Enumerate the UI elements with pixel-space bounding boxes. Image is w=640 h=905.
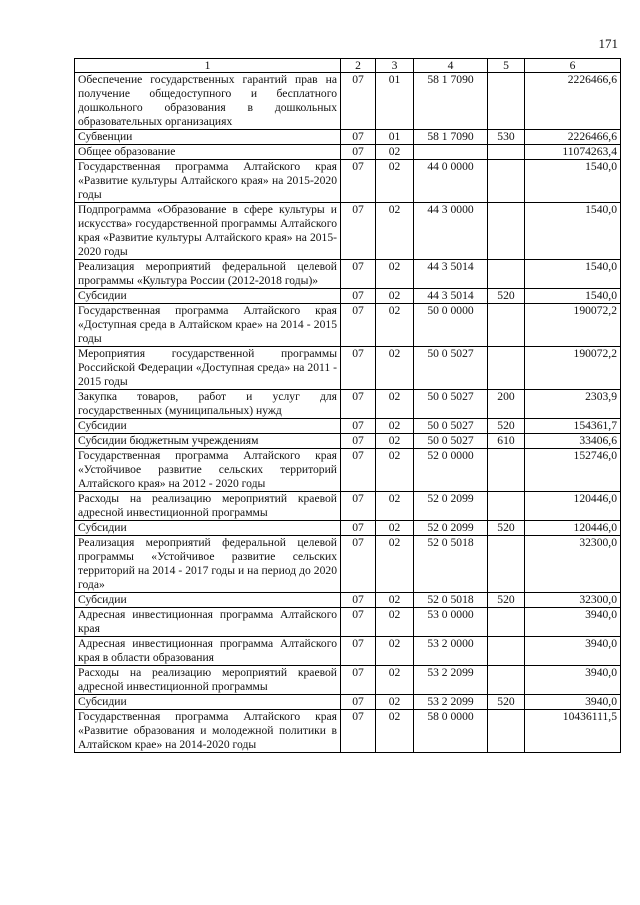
subsection-code-cell: 02 xyxy=(376,666,414,695)
table-row xyxy=(75,145,621,160)
expense-type-cell xyxy=(488,203,525,260)
amount-cell: 2303,9 xyxy=(525,390,621,419)
expense-type-cell xyxy=(488,449,525,492)
header-col-4: 4 xyxy=(414,59,488,73)
expense-name-cell: Реализация мероприятий федеральной целевой программы «Устойчивое развитие сельских территорий на 2014 - 2017 годы и на период до 2020 года» xyxy=(75,536,341,593)
expense-name-cell: Расходы на реализацию мероприятий краевой адресной инвестиционной программы xyxy=(75,492,341,521)
header-col-3: 3 xyxy=(376,59,414,73)
expense-name-cell: Государственная программа Алтайского края «Доступная среда в Алтайском крае» на 2014 - 2015 годы xyxy=(75,304,341,347)
table-row xyxy=(75,304,621,347)
section-code-cell: 07 xyxy=(341,521,376,536)
target-article-cell: 53 0 0000 xyxy=(414,608,488,637)
amount-cell: 3940,0 xyxy=(525,695,621,710)
header-col-2: 2 xyxy=(341,59,376,73)
subsection-code-cell: 02 xyxy=(376,145,414,160)
table-row xyxy=(75,260,621,289)
section-code-cell: 07 xyxy=(341,390,376,419)
subsection-code-cell: 02 xyxy=(376,419,414,434)
section-code-cell: 07 xyxy=(341,666,376,695)
target-article-cell: 52 0 5018 xyxy=(414,593,488,608)
section-code-cell: 07 xyxy=(341,608,376,637)
table-row xyxy=(75,710,621,753)
table-row xyxy=(75,289,621,304)
header-col-5: 5 xyxy=(488,59,525,73)
amount-cell: 3940,0 xyxy=(525,608,621,637)
table-row xyxy=(75,203,621,260)
subsection-code-cell: 02 xyxy=(376,390,414,419)
expense-name-cell: Государственная программа Алтайского края «Развитие культуры Алтайского края» на 2015-2020 годы xyxy=(75,160,341,203)
expense-type-cell xyxy=(488,608,525,637)
expense-type-cell: 530 xyxy=(488,130,525,145)
target-article-cell xyxy=(414,145,488,160)
expense-type-cell: 610 xyxy=(488,434,525,449)
section-code-cell: 07 xyxy=(341,434,376,449)
expense-name-cell: Обеспечение государственных гарантий прав на получение общедоступного и бесплатного дошкольного образования в дошкольных образовательных организациях xyxy=(75,73,341,130)
target-article-cell: 52 0 2099 xyxy=(414,521,488,536)
target-article-cell: 52 0 5018 xyxy=(414,536,488,593)
section-code-cell: 07 xyxy=(341,419,376,434)
table-row xyxy=(75,695,621,710)
expense-type-cell: 520 xyxy=(488,419,525,434)
amount-cell: 190072,2 xyxy=(525,347,621,390)
expense-name-cell: Субвенции xyxy=(75,130,341,145)
target-article-cell: 58 1 7090 xyxy=(414,130,488,145)
subsection-code-cell: 02 xyxy=(376,608,414,637)
section-code-cell: 07 xyxy=(341,130,376,145)
table-row xyxy=(75,390,621,419)
expense-name-cell: Субсидии xyxy=(75,521,341,536)
expense-name-cell: Расходы на реализацию мероприятий краевой адресной инвестиционной программы xyxy=(75,666,341,695)
subsection-code-cell: 02 xyxy=(376,449,414,492)
section-code-cell: 07 xyxy=(341,449,376,492)
table-row xyxy=(75,536,621,593)
expense-name-cell: Общее образование xyxy=(75,145,341,160)
table-row xyxy=(75,666,621,695)
amount-cell: 1540,0 xyxy=(525,203,621,260)
table-row xyxy=(75,419,621,434)
expense-name-cell: Субсидии xyxy=(75,419,341,434)
amount-cell: 120446,0 xyxy=(525,521,621,536)
budget-table xyxy=(74,58,621,753)
amount-cell: 3940,0 xyxy=(525,666,621,695)
expense-name-cell: Субсидии xyxy=(75,289,341,304)
header-col-1: 1 xyxy=(75,59,341,73)
amount-cell: 2226466,6 xyxy=(525,130,621,145)
target-article-cell: 50 0 5027 xyxy=(414,347,488,390)
target-article-cell: 44 3 5014 xyxy=(414,260,488,289)
expense-name-cell: Субсидии бюджетным учреждениям xyxy=(75,434,341,449)
section-code-cell: 07 xyxy=(341,160,376,203)
amount-cell: 1540,0 xyxy=(525,289,621,304)
subsection-code-cell: 01 xyxy=(376,73,414,130)
target-article-cell: 53 2 2099 xyxy=(414,695,488,710)
expense-type-cell: 520 xyxy=(488,521,525,536)
section-code-cell: 07 xyxy=(341,73,376,130)
target-article-cell: 44 0 0000 xyxy=(414,160,488,203)
section-code-cell: 07 xyxy=(341,637,376,666)
amount-cell: 11074263,4 xyxy=(525,145,621,160)
expense-name-cell: Мероприятия государственной программы Российской Федерации «Доступная среда» на 2011 - 2015 годы xyxy=(75,347,341,390)
target-article-cell: 50 0 0000 xyxy=(414,304,488,347)
amount-cell: 3940,0 xyxy=(525,637,621,666)
amount-cell: 2226466,6 xyxy=(525,73,621,130)
target-article-cell: 50 0 5027 xyxy=(414,390,488,419)
table-row xyxy=(75,347,621,390)
amount-cell: 190072,2 xyxy=(525,304,621,347)
table-row xyxy=(75,434,621,449)
expense-name-cell: Субсидии xyxy=(75,593,341,608)
table-row xyxy=(75,637,621,666)
expense-type-cell xyxy=(488,145,525,160)
target-article-cell: 58 1 7090 xyxy=(414,73,488,130)
expense-type-cell xyxy=(488,347,525,390)
expense-name-cell: Субсидии xyxy=(75,695,341,710)
subsection-code-cell: 02 xyxy=(376,203,414,260)
target-article-cell: 44 3 5014 xyxy=(414,289,488,304)
expense-type-cell: 520 xyxy=(488,695,525,710)
amount-cell: 32300,0 xyxy=(525,536,621,593)
expense-name-cell: Адресная инвестиционная программа Алтайского края в области образования xyxy=(75,637,341,666)
table-row xyxy=(75,73,621,130)
header-col-6: 6 xyxy=(525,59,621,73)
amount-cell: 120446,0 xyxy=(525,492,621,521)
expense-name-cell: Реализация мероприятий федеральной целевой программы «Культура России (2012-2018 годы)» xyxy=(75,260,341,289)
amount-cell: 1540,0 xyxy=(525,160,621,203)
expense-type-cell xyxy=(488,536,525,593)
target-article-cell: 52 0 0000 xyxy=(414,449,488,492)
expense-type-cell xyxy=(488,304,525,347)
section-code-cell: 07 xyxy=(341,593,376,608)
expense-type-cell xyxy=(488,73,525,130)
section-code-cell: 07 xyxy=(341,536,376,593)
table-row xyxy=(75,608,621,637)
section-code-cell: 07 xyxy=(341,347,376,390)
subsection-code-cell: 02 xyxy=(376,710,414,753)
subsection-code-cell: 02 xyxy=(376,160,414,203)
expense-name-cell: Государственная программа Алтайского края «Развитие образования и молодежной политики в Алтайском крае» на 2014-2020 годы xyxy=(75,710,341,753)
expense-name-cell: Подпрограмма «Образование в сфере культуры и искусства» государственной программы Алтайского края «Развитие культуры Алтайского края» на 2015-2020 годы xyxy=(75,203,341,260)
subsection-code-cell: 02 xyxy=(376,347,414,390)
subsection-code-cell: 02 xyxy=(376,289,414,304)
subsection-code-cell: 02 xyxy=(376,304,414,347)
target-article-cell: 50 0 5027 xyxy=(414,419,488,434)
section-code-cell: 07 xyxy=(341,695,376,710)
subsection-code-cell: 02 xyxy=(376,434,414,449)
subsection-code-cell: 02 xyxy=(376,593,414,608)
table-row xyxy=(75,130,621,145)
section-code-cell: 07 xyxy=(341,710,376,753)
target-article-cell: 50 0 5027 xyxy=(414,434,488,449)
subsection-code-cell: 02 xyxy=(376,260,414,289)
expense-type-cell xyxy=(488,710,525,753)
page-number: 171 xyxy=(598,36,618,51)
table-row xyxy=(75,593,621,608)
subsection-code-cell: 02 xyxy=(376,492,414,521)
subsection-code-cell: 02 xyxy=(376,637,414,666)
expense-type-cell: 520 xyxy=(488,593,525,608)
table-row xyxy=(75,160,621,203)
table-row xyxy=(75,449,621,492)
subsection-code-cell: 01 xyxy=(376,130,414,145)
section-code-cell: 07 xyxy=(341,289,376,304)
amount-cell: 10436111,5 xyxy=(525,710,621,753)
amount-cell: 152746,0 xyxy=(525,449,621,492)
subsection-code-cell: 02 xyxy=(376,695,414,710)
subsection-code-cell: 02 xyxy=(376,536,414,593)
target-article-cell: 52 0 2099 xyxy=(414,492,488,521)
expense-type-cell xyxy=(488,160,525,203)
target-article-cell: 53 2 0000 xyxy=(414,637,488,666)
table-row xyxy=(75,521,621,536)
expense-type-cell xyxy=(488,260,525,289)
target-article-cell: 44 3 0000 xyxy=(414,203,488,260)
table-row xyxy=(75,492,621,521)
section-code-cell: 07 xyxy=(341,260,376,289)
expense-type-cell xyxy=(488,637,525,666)
subsection-code-cell: 02 xyxy=(376,521,414,536)
expense-type-cell xyxy=(488,666,525,695)
target-article-cell: 53 2 2099 xyxy=(414,666,488,695)
section-code-cell: 07 xyxy=(341,145,376,160)
section-code-cell: 07 xyxy=(341,203,376,260)
amount-cell: 32300,0 xyxy=(525,593,621,608)
expense-name-cell: Закупка товаров, работ и услуг для государственных (муниципальных) нужд xyxy=(75,390,341,419)
amount-cell: 1540,0 xyxy=(525,260,621,289)
target-article-cell: 58 0 0000 xyxy=(414,710,488,753)
expense-type-cell: 520 xyxy=(488,289,525,304)
expense-type-cell: 200 xyxy=(488,390,525,419)
table-header-row xyxy=(75,59,621,73)
section-code-cell: 07 xyxy=(341,492,376,521)
expense-name-cell: Государственная программа Алтайского края «Устойчивое развитие сельских территорий Алтайского края» на 2012 - 2020 годы xyxy=(75,449,341,492)
section-code-cell: 07 xyxy=(341,304,376,347)
amount-cell: 33406,6 xyxy=(525,434,621,449)
expense-type-cell xyxy=(488,492,525,521)
amount-cell: 154361,7 xyxy=(525,419,621,434)
expense-name-cell: Адресная инвестиционная программа Алтайского края xyxy=(75,608,341,637)
